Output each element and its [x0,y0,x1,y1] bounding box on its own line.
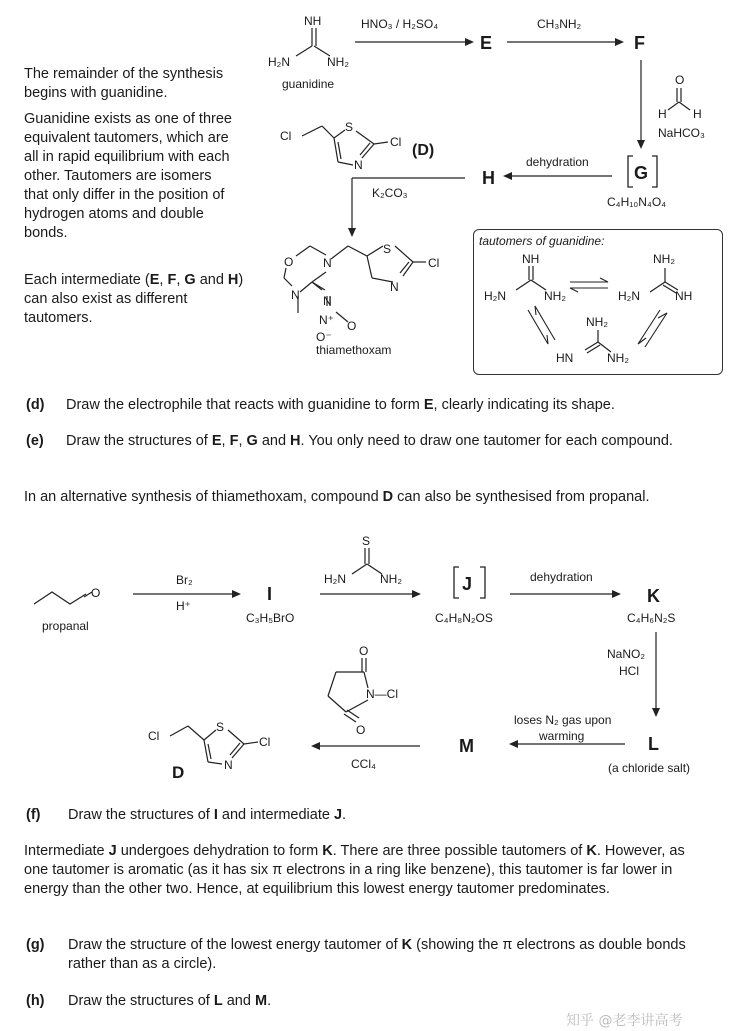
t2-top: NH₂ [653,252,675,266]
tautomers-title: tautomers of guanidine: [479,234,605,248]
formaldehyde-h1: H [658,107,667,121]
thiourea-h2n: H₂N [324,572,346,586]
t3-right: NH₂ [607,351,629,365]
guanidine-nh2: NH₂ [327,55,349,69]
D-atom-n: N [354,158,363,172]
propanal-structure [34,592,92,604]
thiourea-structure [352,548,382,574]
t3-top: NH₂ [586,315,608,329]
D-atom-cl2: Cl [390,135,402,149]
ncs-o1: O [359,644,369,658]
ncs-n-cl: N—Cl [366,687,398,701]
label-L: L [648,734,659,754]
compound-D-structure-2 [170,726,258,764]
label-H: H [482,168,495,188]
thiourea-nh2: NH₂ [380,572,402,586]
label-F: F [634,33,645,53]
ncs-o2: O [356,723,366,737]
thx-atom-n4: N [390,280,399,294]
G-formula: C₄H₁₀N₄O₄ [607,195,667,209]
I-formula: C₃H₅BrO [246,611,295,625]
guanidine-nh: NH [304,14,322,28]
reagent-dehydration-2: dehydration [530,570,593,584]
D2-atom-cl1: Cl [148,729,160,743]
reagent-k2co3: K₂CO₃ [372,186,408,200]
guanidine-label: guanidine [282,77,335,91]
J-formula: C₄H₈N₂OS [435,611,493,625]
label-G: G [634,163,649,183]
thiamethoxam-label: thiamethoxam [316,343,392,357]
propanal-label: propanal [42,619,89,633]
label-E: E [480,33,493,53]
D2-atom-s: S [216,720,225,734]
t3-left: HN [556,351,574,365]
guanidine-h2n: H₂N [268,55,290,69]
formaldehyde-o: O [675,73,685,87]
label-D: D [172,763,185,782]
reagent-dehydration-1: dehydration [526,155,589,169]
t1-right: NH₂ [544,289,566,303]
propanal-o: O [91,586,101,600]
K-formula: C₄H₆N₂S [627,611,676,625]
label-I: I [267,584,273,604]
D-atom-s: S [345,120,354,134]
reagent-br2: Br₂ [176,573,193,587]
label-D-paren: (D) [412,142,435,159]
t2-left: H₂N [618,289,640,303]
ncs-structure [328,658,368,722]
reagent-hplus: H⁺ [176,599,191,613]
t1-top: NH [522,252,540,266]
reagent-hcl: HCl [619,664,639,678]
reagent-warming: warming [539,729,585,743]
alternative-synthesis-intro: In an alternative synthesis of thiamethoxam, compound D can also be synthesised from propanal. [24,489,650,505]
reagent-nahco3: NaHCO₃ [658,126,705,140]
thx-atom-ominus: O⁻ [316,330,332,344]
formaldehyde-h2: H [693,107,702,121]
thiourea-s: S [362,534,371,548]
reagent-ccl4: CCl₄ [351,757,376,771]
thx-atom-cl: Cl [428,256,440,270]
intro-paragraph-1: The remainder of the synthesis begins with guanidine. [24,66,224,101]
thx-atom-n2: N [291,288,300,302]
t2-right: NH [675,289,693,303]
reagent-loses-n2: loses N₂ gas upon [514,713,612,727]
tautomer-K-paragraph: Intermediate J undergoes dehydration to form K. There are three possible tautomers of K. However, as one tautomer is aromatic (as it has six π electrons in a ring like benzene), this tautomer is far lower in energy than the other two. Hence, at equilibrium this lowest energy tautomer predominates. [24,843,685,897]
label-K: K [647,586,660,606]
D2-atom-cl2: Cl [259,735,271,749]
thx-atom-n1: N [323,256,332,270]
watermark: 知乎 @老李讲高考 [566,1013,683,1029]
L-note: (a chloride salt) [608,761,691,775]
thx-atom-nplus: N⁺ [319,313,334,327]
reagent-methylamine: CH₃NH₂ [537,17,582,31]
label-M: M [459,736,474,756]
D-atom-cl1: Cl [280,129,292,143]
t1-left: H₂N [484,289,506,303]
D2-atom-n: N [224,758,233,772]
thx-atom-o: O [284,255,294,269]
intro-paragraph-3: Each intermediate (E, F, G and H) can also exist as different tautomers. [24,272,244,326]
thx-atom-s: S [383,242,392,256]
reagent-nitration: HNO₃ / H₂SO₄ [361,17,439,31]
label-J: J [462,574,473,594]
reagent-nano2: NaNO₂ [607,647,645,661]
thx-atom-n3: N [323,294,332,308]
thx-atom-oxo: O [347,319,357,333]
intro-paragraph-2: Guanidine exists as one of three equivalent tautomers, which are all in rapid equilibrium with each other. Tautomers are isomers that only differ in the position of hydrogen atoms and double bonds. [24,111,232,241]
